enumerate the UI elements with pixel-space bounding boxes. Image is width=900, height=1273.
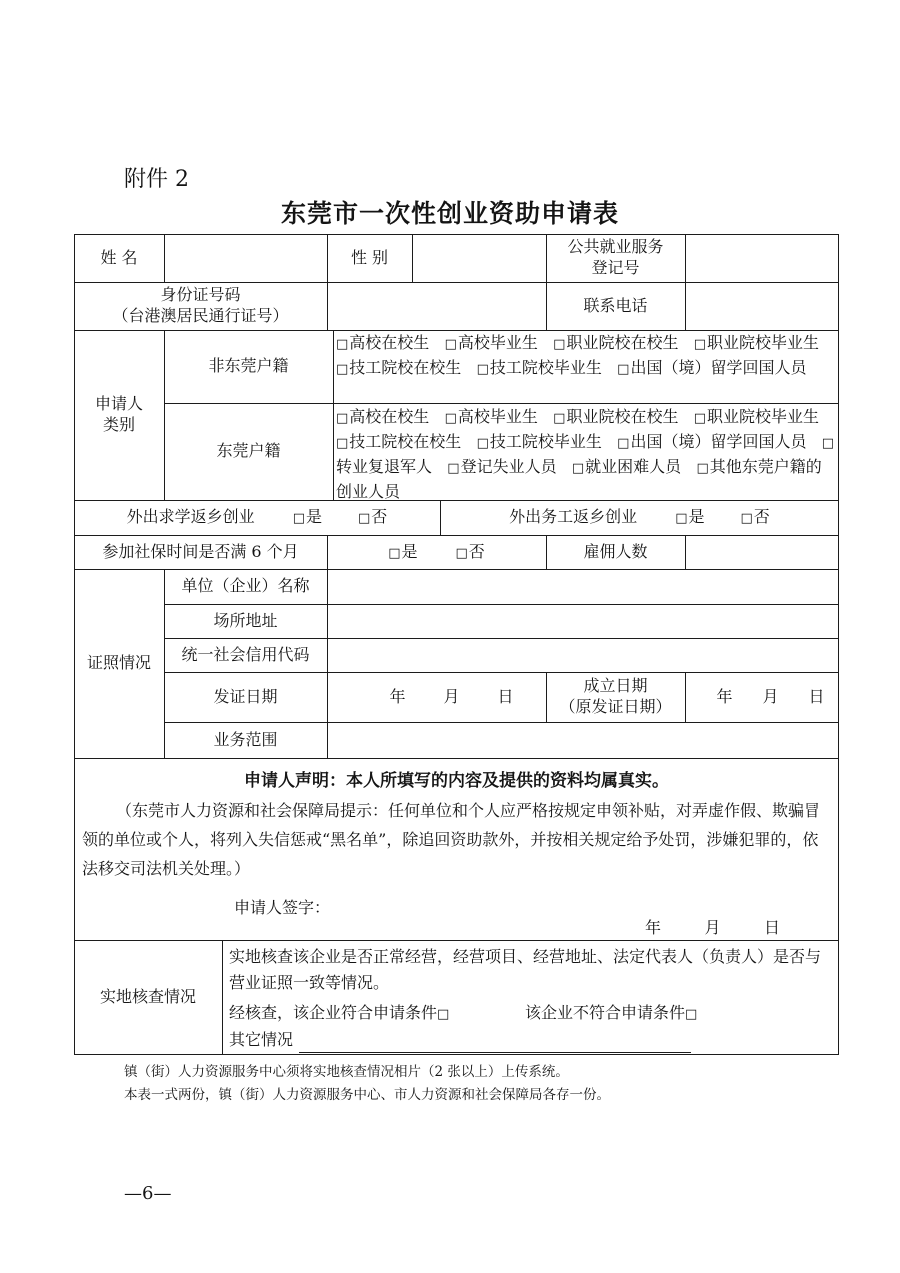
credit-code-field[interactable]: [328, 639, 838, 672]
note-1: 镇（街）人力资源服务中心须将实地核查情况相片（2 张以上）上传系统。: [124, 1064, 569, 1080]
employment-reg-label: 公共就业服务 登记号: [567, 237, 664, 277]
founding-day: 日: [808, 686, 825, 706]
company-name-label: 单位（企业）名称: [181, 576, 310, 596]
id-label: 身份证号码 （台港澳居民通行证号）: [112, 285, 289, 325]
credit-code-label: 统一社会信用代码: [181, 644, 310, 664]
employees-label: 雇佣人数: [583, 541, 648, 561]
page-number: —6—: [124, 1183, 172, 1204]
gender-field[interactable]: [413, 235, 546, 282]
option-nonlocal-2[interactable]: □职业院校在校生: [553, 333, 679, 352]
social-no[interactable]: □否: [455, 541, 485, 561]
option-nonlocal-4[interactable]: □技工院校在校生: [336, 358, 462, 377]
founding-date-label: 成立日期 （原发证日期）: [559, 676, 672, 716]
declaration-title: 申请人声明：本人所填写的内容及提供的资料均属真实。: [244, 771, 669, 791]
inspection-meets[interactable]: 经核查，该企业符合申请条件□: [229, 1003, 450, 1022]
inspection-label: 实地核查情况: [99, 986, 196, 1006]
note-2: 本表一式两份，镇（街）人力资源服务中心、市人力资源和社会保障局各存一份。: [124, 1087, 610, 1103]
option-local-10[interactable]: □其他东莞户籍的创业人员: [336, 457, 822, 501]
id-field[interactable]: [328, 283, 546, 330]
employment-reg-field[interactable]: [686, 235, 838, 282]
issue-date-field[interactable]: [327, 672, 546, 722]
declaration-year: 年: [645, 918, 662, 937]
inspection-other-row: [229, 1027, 691, 1053]
option-local-4[interactable]: □技工院校在校生: [336, 432, 462, 451]
return-study-row: [74, 500, 440, 535]
option-nonlocal-6[interactable]: □出国（境）留学回国人员: [617, 358, 807, 377]
founding-year: 年: [716, 686, 733, 706]
social-yes[interactable]: □是: [388, 541, 418, 561]
business-scope-field[interactable]: [328, 723, 838, 758]
name-label: 姓 名: [100, 247, 138, 267]
founding-date-field[interactable]: [685, 672, 838, 722]
option-local-8[interactable]: □登记失业人员: [447, 457, 557, 476]
non-local-label: 非东莞户籍: [208, 356, 289, 376]
option-nonlocal-3[interactable]: □职业院校毕业生: [693, 333, 820, 352]
inspection-other-field[interactable]: [299, 1036, 691, 1053]
return-study-no[interactable]: □否: [358, 507, 388, 527]
signature-label: 申请人签字：: [234, 898, 331, 917]
inspection-not-meets[interactable]: 该企业不符合申请条件□: [525, 1003, 698, 1022]
option-local-3[interactable]: □职业院校毕业生: [693, 407, 820, 426]
social-insurance-label: 参加社保时间是否满 6 个月: [102, 541, 299, 561]
attachment-label: 附件 2: [124, 167, 189, 192]
business-scope-label: 业务范围: [213, 729, 278, 749]
option-local-7[interactable]: □转业复退军人: [336, 436, 835, 476]
local-label: 东莞户籍: [216, 441, 281, 461]
social-insurance-options: [327, 535, 546, 569]
founding-month: 月: [762, 686, 779, 706]
option-local-1[interactable]: □高校毕业生: [444, 407, 538, 426]
applicant-category-label: 申请人 类别: [94, 394, 143, 434]
name-field[interactable]: [165, 235, 327, 282]
return-work-yes[interactable]: □是: [675, 507, 705, 527]
phone-label: 联系电话: [583, 295, 648, 315]
option-local-0[interactable]: □高校在校生: [336, 407, 430, 426]
return-work-no[interactable]: □否: [740, 507, 770, 527]
issue-year: 年: [389, 686, 406, 706]
inspection-text: 实地核查该企业是否正常经营，经营项目、经营地址、法定代表人（负责人）是否与营业证照一致等情况。: [229, 947, 822, 992]
declaration-day: 日: [763, 918, 780, 937]
declaration-date: [645, 915, 780, 938]
form-title: 东莞市一次性创业资助申请表: [280, 199, 619, 228]
option-local-2[interactable]: □职业院校在校生: [553, 407, 679, 426]
local-options: [336, 405, 836, 503]
company-name-field[interactable]: [328, 570, 838, 604]
option-nonlocal-5[interactable]: □技工院校毕业生: [476, 358, 602, 377]
non-local-options: [336, 331, 836, 381]
option-local-5[interactable]: □技工院校毕业生: [476, 432, 602, 451]
issue-month: 月: [443, 686, 460, 706]
declaration-warning: （东莞市人力资源和社会保障局提示：任何单位和个人应严格按规定申领补贴，对弄虚作假、欺骗冒领的单位或个人，将列入失信惩戒“黑名单”，除追回资助款外，并按相关规定给予处罚，涉嫌犯罪的，依法移交司法机关处理。）: [82, 801, 821, 878]
address-field[interactable]: [328, 605, 838, 638]
signature-field[interactable]: [336, 895, 606, 917]
license-label: 证照情况: [86, 653, 151, 673]
gender-label: 性 别: [350, 247, 389, 267]
option-local-6[interactable]: □出国（境）留学回国人员: [617, 432, 807, 451]
option-nonlocal-0[interactable]: □高校在校生: [336, 333, 430, 352]
issue-date-label: 发证日期: [213, 686, 278, 706]
return-study-label: 外出求学返乡创业: [126, 507, 255, 527]
inspection-other-label: 其它情况: [229, 1030, 294, 1049]
employees-field[interactable]: [686, 536, 838, 569]
option-local-9[interactable]: □就业困难人员: [571, 457, 682, 476]
issue-day: 日: [497, 686, 514, 706]
address-label: 场所地址: [213, 610, 278, 630]
return-study-yes[interactable]: □是: [292, 507, 322, 527]
declaration-month: 月: [704, 918, 721, 937]
return-work-row: [441, 500, 838, 535]
return-work-label: 外出务工返乡创业: [509, 507, 638, 527]
phone-field[interactable]: [686, 283, 838, 330]
option-nonlocal-1[interactable]: □高校毕业生: [444, 333, 538, 352]
